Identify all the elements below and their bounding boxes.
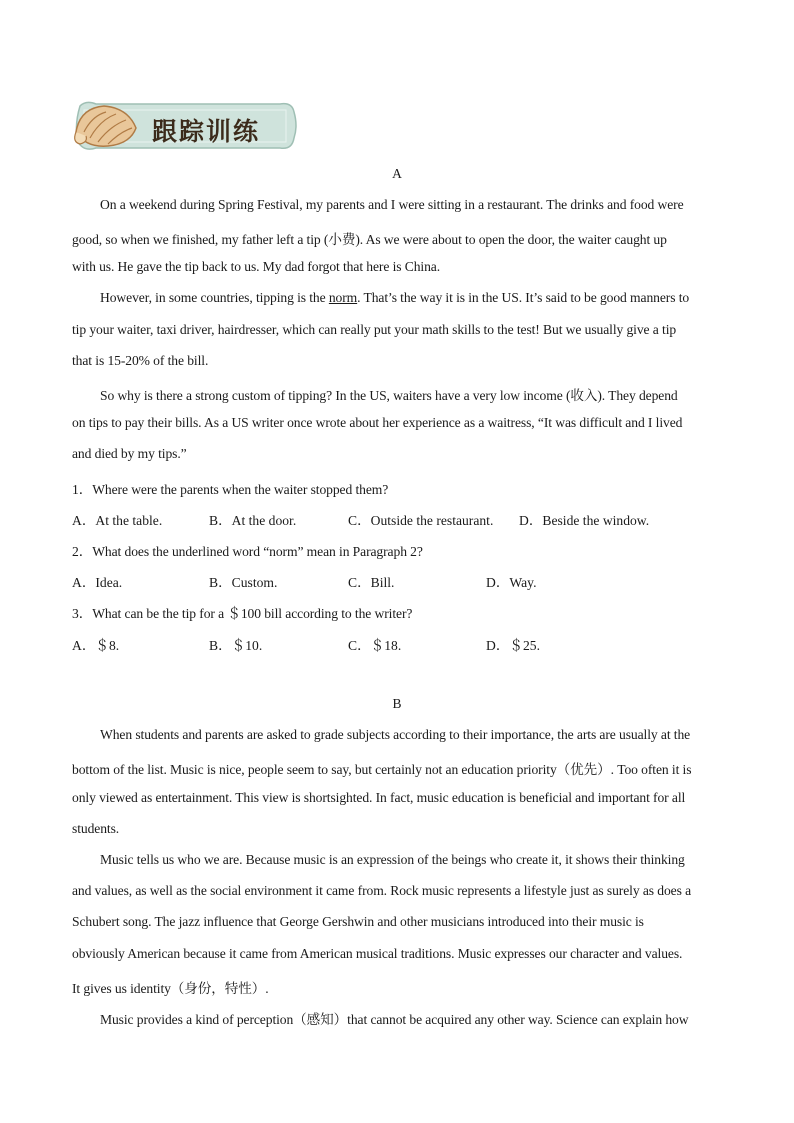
paragraph-line: students. <box>72 821 120 836</box>
q2-option-d: D．Way. <box>486 575 537 590</box>
paragraph-line: It gives us identity（身份，特性）. <box>72 981 269 996</box>
paragraph-line: on tips to pay their bills. As a US writer once wrote about her experience as a waitress, “It was difficult and I lived <box>72 415 683 430</box>
text-span: . That’s the way it is in the US. It’s said to be good manners to <box>357 290 690 305</box>
section-a-heading: A <box>392 166 402 181</box>
paragraph-line: and values, as well as the social environment it came from. Rock music represents a lifestyle just as surely as does a <box>72 883 691 898</box>
shell-icon <box>70 98 140 154</box>
q2-option-b: B．Custom. <box>209 575 278 590</box>
paragraph-line: and died by my tips.” <box>72 446 187 461</box>
q1-option-d: D．Beside the window. <box>519 513 650 528</box>
paragraph-line: with us. He gave the tip back to us. My dad forgot that here is China. <box>72 259 441 274</box>
paragraph-line: Music provides a kind of perception（感知）that cannot be acquired any other way. Science can explain how <box>100 1012 689 1027</box>
q3-option-b: B．＄10. <box>209 638 263 653</box>
paragraph-line: bottom of the list. Music is nice, people seem to say, but certainly not an education priority（优先）. Too often it is <box>72 762 692 777</box>
paragraph-line: So why is there a strong custom of tipping? In the US, waiters have a very low income (收入). They depend <box>100 388 678 403</box>
paragraph-line: On a weekend during Spring Festival, my parents and I were sitting in a restaurant. The drinks and food were <box>100 197 684 212</box>
q2-option-c: C．Bill. <box>348 575 395 590</box>
paragraph-line: When students and parents are asked to grade subjects according to their importance, the arts are usually at the <box>100 727 691 742</box>
question-1: 1．Where were the parents when the waiter stopped them? <box>72 482 389 497</box>
q1-option-c: C．Outside the restaurant. <box>348 513 494 528</box>
paragraph-line: good, so when we finished, my father left a tip (小费). As we were about to open the door, the waiter caught up <box>72 232 667 247</box>
q3-option-a: A．＄8. <box>72 638 120 653</box>
q1-option-a: A．At the table. <box>72 513 163 528</box>
paragraph-line: obviously American because it came from American musical traditions. Music expresses our character and values. <box>72 946 683 961</box>
section-b-heading: B <box>392 696 402 711</box>
paragraph-line <box>100 290 689 306</box>
paragraph-line: that is 15-20% of the bill. <box>72 353 209 368</box>
q1-option-b: B．At the door. <box>209 513 297 528</box>
q2-option-a: A．Idea. <box>72 575 123 590</box>
page-title: 跟踪训练 <box>152 117 261 146</box>
paragraph-line: tip your waiter, taxi driver, hairdresser, which can really put your math skills to the test! But we usually give a tip <box>72 322 677 337</box>
text-span: However, in some countries, tipping is the <box>100 290 329 305</box>
underlined-word: norm <box>328 290 358 305</box>
question-2: 2．What does the underlined word “norm” mean in Paragraph 2? <box>72 544 423 559</box>
paragraph-line: Music tells us who we are. Because music is an expression of the beings who create it, it shows their thinking <box>100 852 685 867</box>
paragraph-line: Schubert song. The jazz influence that George Gershwin and other musicians introduced into their music is <box>72 914 644 929</box>
question-3: 3．What can be the tip for a ＄100 bill according to the writer? <box>72 606 413 621</box>
paragraph-line: only viewed as entertainment. This view is shortsighted. In fact, music education is beneficial and important for all <box>72 790 686 805</box>
q3-option-d: D．＄25. <box>486 638 540 653</box>
q3-option-c: C．＄18. <box>348 638 402 653</box>
section-banner <box>72 98 298 154</box>
